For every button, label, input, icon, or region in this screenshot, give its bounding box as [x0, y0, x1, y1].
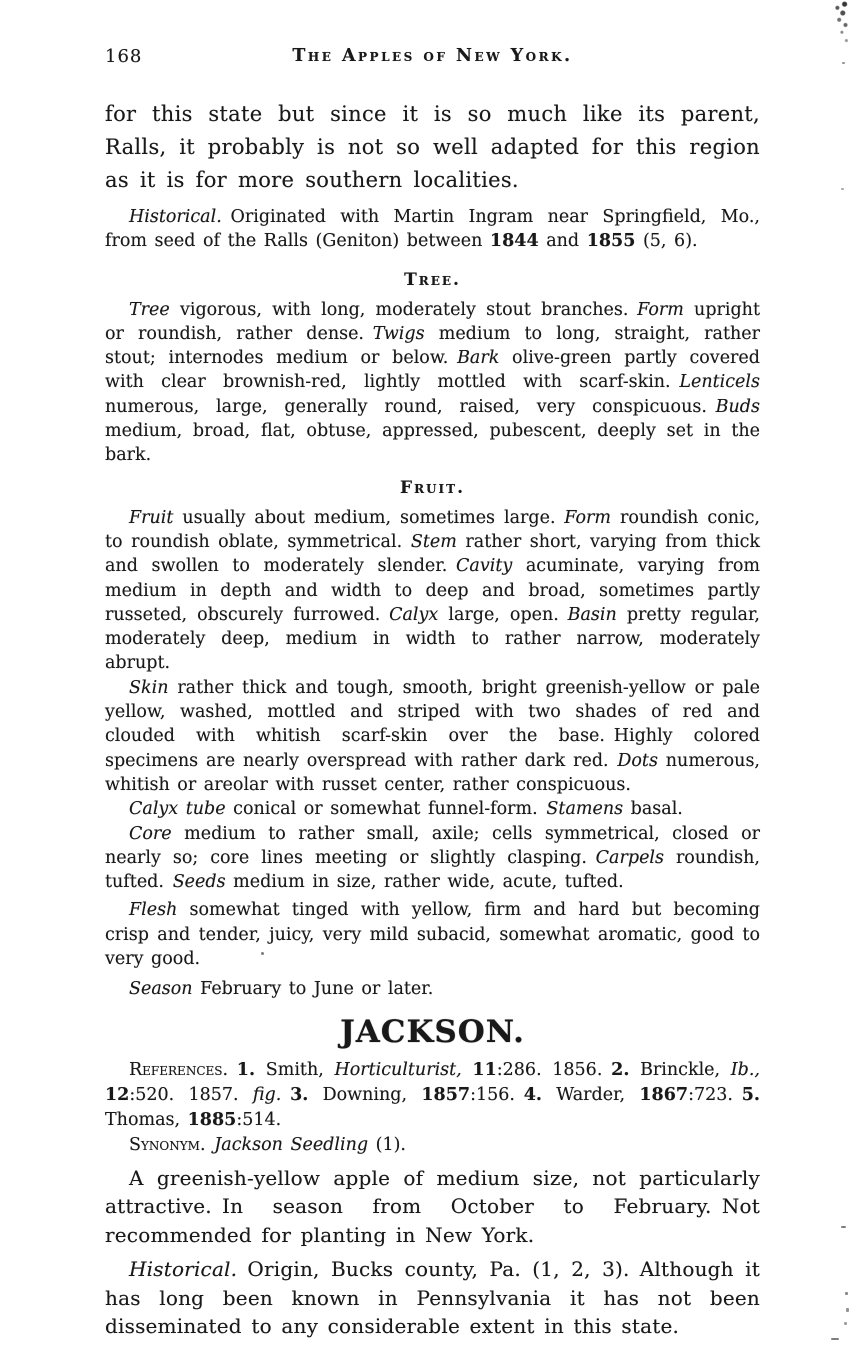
para-core [105, 822, 760, 895]
text-run: Buds [715, 396, 760, 417]
text-run: Dots [617, 750, 658, 771]
page-number: 168 [105, 46, 143, 67]
text-run: numerous, large, generally round, raised, very conspicuous. [105, 396, 716, 417]
text-run: 1885 [187, 1109, 237, 1130]
text-run: 1857 [421, 1084, 471, 1105]
text-run: :520. 1857. [129, 1084, 253, 1105]
text-run: :514. [236, 1109, 282, 1130]
text-run: :723. [688, 1084, 742, 1105]
text-run: Bark [457, 348, 500, 369]
text-run: Origin, Bucks county, Pa. (1, 2, 3). Although it has long been known in Pennsylvania it has not been disseminated to any considerable extent in this state. [105, 1257, 760, 1339]
text-run: 1844 [489, 231, 539, 252]
text-run: and [538, 231, 587, 252]
para-description [105, 1164, 760, 1250]
para-flesh [105, 898, 760, 971]
text-run: (5, 6). [635, 231, 698, 252]
text-run: for this state but since it is so much like its parent, Ralls, it probably is not so well adapted for this region as it is for more southern localities. [105, 102, 760, 192]
text-run: Stamens [546, 799, 624, 820]
text-run [206, 1135, 215, 1155]
text-run: Season [129, 979, 193, 1000]
text-run: Tree [129, 299, 170, 320]
heading-fruit: Fruit. [400, 477, 465, 498]
text-run: 12 [105, 1084, 130, 1105]
text-run [228, 1060, 237, 1080]
text-run: numerous, whitish or areolar with russet center, rather conspicuous. [105, 750, 760, 795]
text-run: rather thick and tough, smooth, bright greenish-yellow or pale yellow, washed, mottled and striped with two shades of red and clouded with whitish scarf-skin over the base. Highly colored specimens are nearly overspread with rather dark red. [105, 677, 760, 771]
text-run: Twigs [372, 323, 425, 344]
text-run: basal. [623, 799, 683, 820]
text-run: Historical. [129, 207, 222, 227]
text-run: 3. [290, 1084, 309, 1105]
text-run: usually about medium, sometimes large. [173, 507, 565, 528]
text-run: Brinckle, [629, 1059, 731, 1080]
text-run: Skin [129, 677, 169, 698]
para-fruit [105, 506, 760, 676]
para-historical-jackson [105, 1255, 760, 1341]
text-run: medium in size, rather wide, acute, tufted. [225, 872, 624, 893]
text-run: medium to rather small, axile; cells symmetrical, closed or nearly so; core lines meeting or slightly clasping. [105, 823, 760, 868]
text-run: Warder, [541, 1084, 640, 1105]
para-references [105, 1058, 760, 1133]
text-run: Fruit [129, 507, 174, 528]
text-run: 1. [236, 1059, 256, 1080]
text-run: olive-green partly covered with clear brownish-red, lightly mottled with scarf-skin. [105, 348, 760, 393]
text-run: somewhat tinged with yellow, firm and hard but becoming crisp and tender, juicy, very mild subacid, somewhat aromatic, good to very good. [105, 900, 760, 970]
scan-artifact [831, 1338, 839, 1340]
para-skin [105, 676, 760, 797]
running-title: The Apples of New York. [292, 46, 573, 66]
para-continuation [105, 98, 760, 197]
para-synonym [105, 1133, 760, 1158]
text-run [281, 1085, 290, 1105]
running-header [105, 46, 760, 70]
text-run: 1867 [639, 1084, 689, 1105]
text-run: Lenticels [679, 372, 760, 393]
text-run: Cavity [456, 556, 513, 577]
para-season [105, 977, 760, 1001]
text-run: Core [129, 823, 172, 844]
text-run: roundish, tufted. [105, 847, 760, 893]
text-run: Calyx tube [129, 799, 226, 820]
para-calyx-tube [105, 797, 760, 821]
scan-artifact [844, 1322, 847, 1325]
text-run: pretty regular, moderately deep, medium in width to rather narrow, moderately abrupt. [105, 604, 760, 674]
scan-artifact [846, 1308, 849, 1312]
text-run: 4. [523, 1084, 542, 1105]
text-run: Form [564, 507, 611, 528]
text-run: fig. [252, 1084, 282, 1105]
text-run: medium to long, straight, rather stout; internodes medium or below. [105, 323, 761, 369]
text-run: :156. [470, 1084, 524, 1105]
para-historical-origin [105, 205, 760, 254]
scan-artifact [841, 1226, 846, 1228]
scan-artifact-corner-smudge [832, 0, 850, 52]
scan-artifact [842, 62, 845, 64]
scan-artifact [845, 1292, 848, 1295]
text-run: Seeds [172, 872, 226, 893]
text-run: medium, broad, flat, obtuse, appressed, pubescent, deeply set in the bark. [105, 421, 760, 466]
text-run: 1855 [586, 231, 636, 252]
text-run: :286. 1856. [496, 1059, 612, 1080]
heading-tree: Tree. [404, 269, 461, 290]
text-run: 2. [611, 1059, 630, 1080]
text-run: Stem [410, 531, 457, 552]
text-run: Calyx [389, 604, 439, 625]
text-run: Historical. [129, 1257, 238, 1282]
text-run: A greenish-yellow apple of medium size, not particularly attractive. In season from October to February. Not recommended for planting in New York. [105, 1165, 760, 1247]
text-run: upright or roundish, rather dense. [105, 299, 760, 344]
text-run: Ib., [730, 1059, 760, 1080]
text-run: large, open. [438, 604, 568, 625]
text-run: Form [637, 299, 684, 320]
text-run: rather short, varying from thick and swollen to moderately slender. [105, 531, 760, 577]
text-run: acuminate, varying from medium in depth and width to deep and broad, sometimes partly russeted, obscurely furrowed. [105, 556, 760, 625]
text-run [462, 1060, 473, 1080]
scan-artifact [841, 188, 844, 190]
text-run: Synonym. [129, 1134, 206, 1155]
text-run: Originated with Martin Ingram near Springfield, Mo., from seed of the Ralls (Geniton) between [105, 207, 760, 252]
text-run: roundish conic, to roundish oblate, symmetrical. [105, 507, 760, 552]
text-run: Carpels [595, 847, 664, 868]
text-run: February to June or later. [192, 979, 434, 1000]
text-run: (1). [368, 1134, 406, 1155]
text-run: References. [129, 1059, 229, 1080]
text-run: Downing, [308, 1084, 422, 1105]
text-run: Flesh [129, 900, 178, 921]
text-run: 5. [741, 1084, 760, 1105]
text-run: Basin [567, 604, 617, 625]
text-run: conical or somewhat funnel-form. [225, 799, 547, 820]
text-run: Thomas, [105, 1109, 188, 1130]
text-run: Jackson Seedling [214, 1134, 369, 1155]
text-run: vigorous, with long, moderately stout branches. [169, 299, 638, 320]
text-run: Smith, [255, 1059, 335, 1080]
text-run: Horticulturist, [334, 1059, 462, 1080]
para-tree [105, 298, 760, 468]
heading-jackson: JACKSON. [340, 1013, 525, 1050]
text-run: 11 [472, 1059, 497, 1080]
